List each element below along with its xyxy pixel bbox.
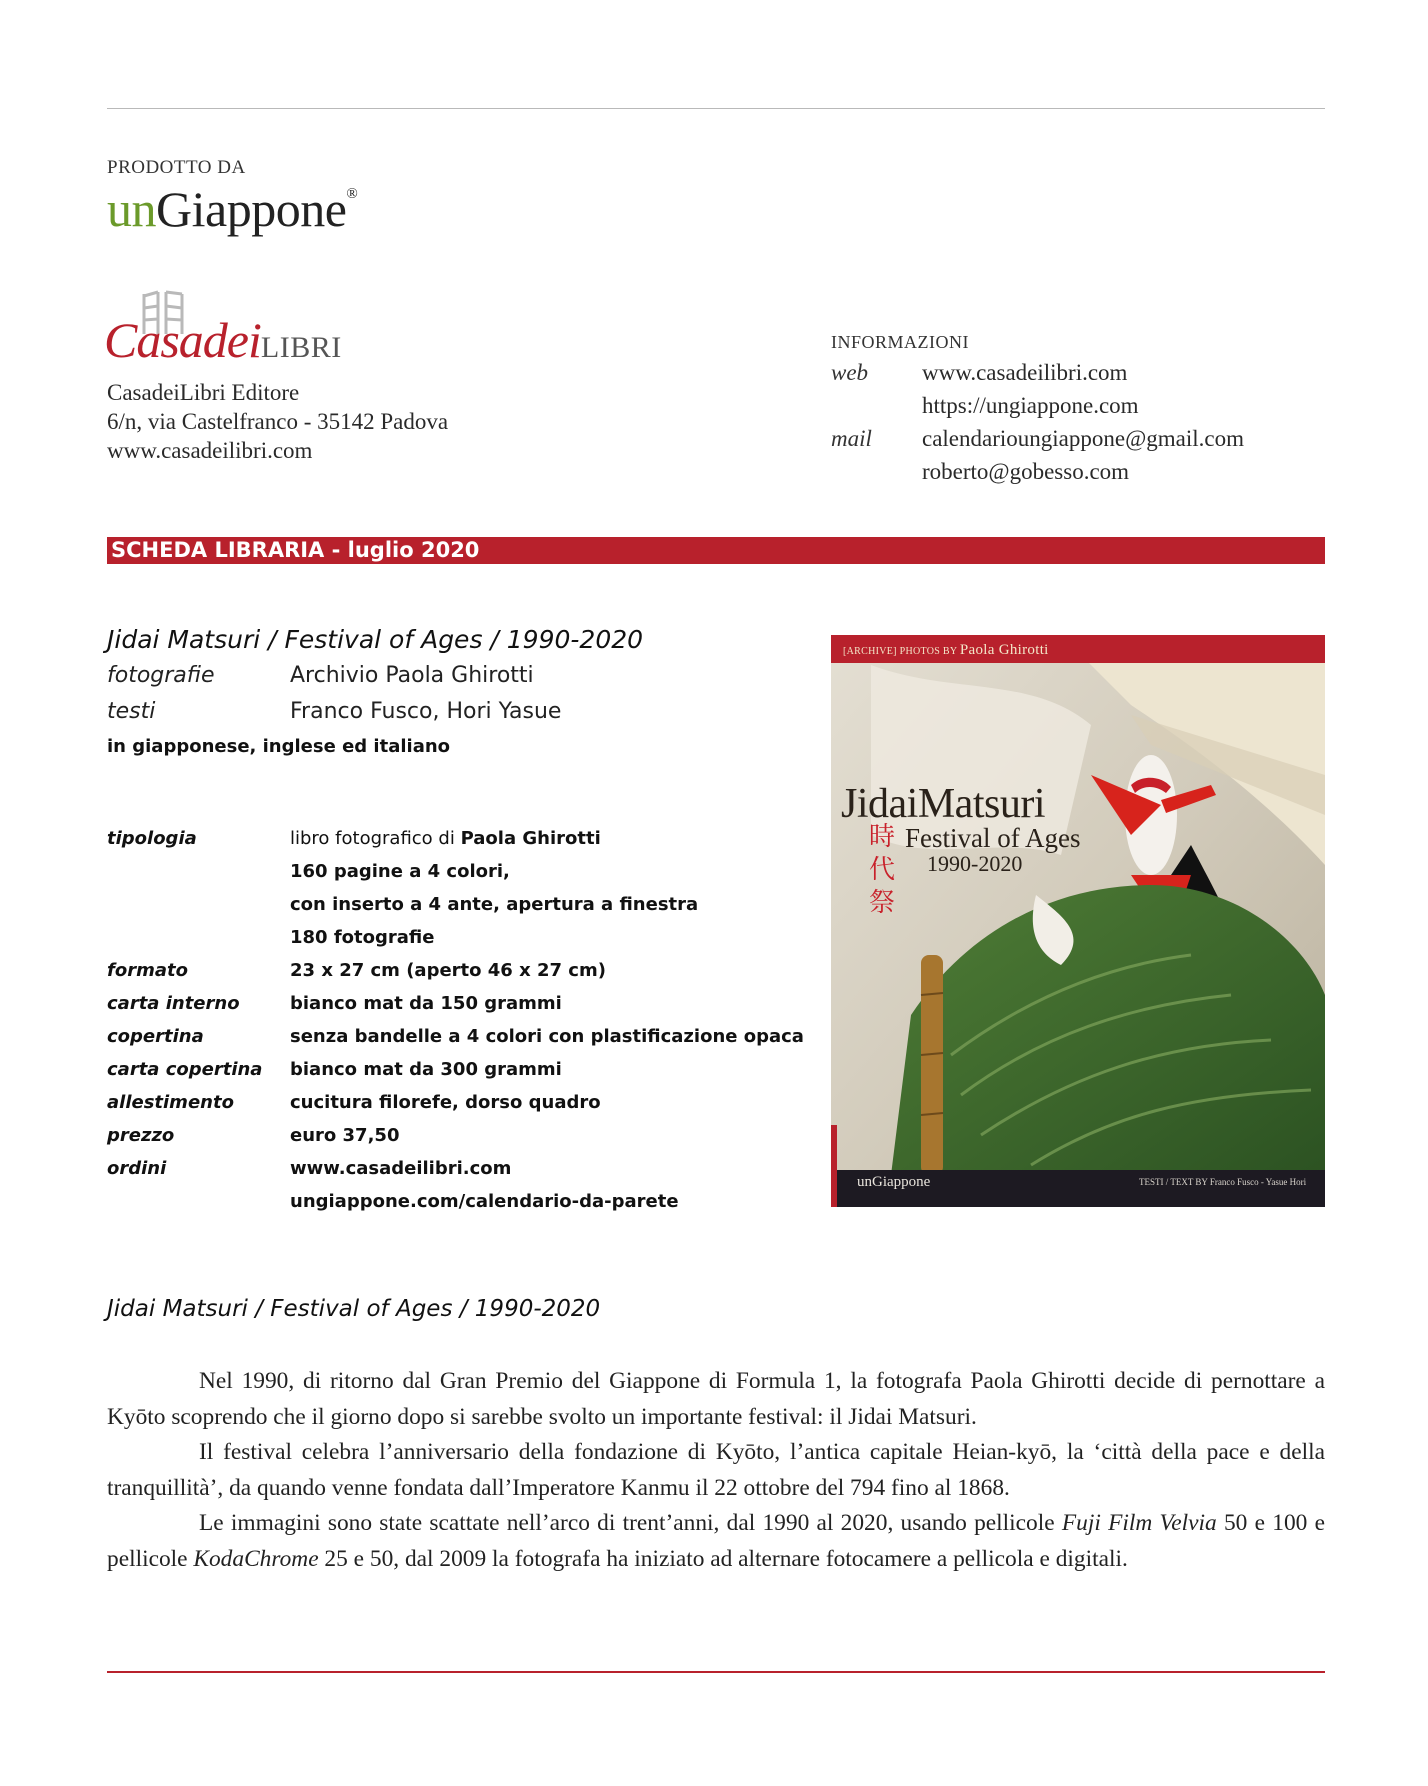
spec-value-pages: 160 pagine a 4 colori, (290, 861, 510, 882)
produced-by-label: PRODOTTO DA (107, 157, 246, 178)
info-web-link-1[interactable]: www.casadeilibri.com (922, 360, 1128, 385)
info-web-link-2[interactable]: https://ungiappone.com (922, 393, 1139, 418)
spec-key-carta-copertina: carta copertina (107, 1059, 263, 1080)
section-band-label: SCHEDA LIBRARIA - luglio 2020 (111, 538, 480, 562)
languages-note: in giapponese, inglese ed italiano (107, 736, 451, 757)
book-cover-image (831, 635, 1325, 1207)
spec-key-prezzo: prezzo (107, 1125, 175, 1146)
spec-value-formato: 23 x 27 cm (aperto 46 x 27 cm) (290, 960, 606, 981)
spec-value-carta-interno: bianco mat da 150 grammi (290, 993, 562, 1014)
spec-value-ordini-1[interactable]: www.casadeilibri.com (290, 1158, 512, 1179)
spec-value-ordini-2[interactable]: ungiappone.com/calendario-da-parete (290, 1191, 679, 1212)
cover-footer-logo: unGiappone (857, 1174, 931, 1190)
spec-key-carta-interno: carta interno (107, 993, 240, 1014)
publisher-name: CasadeiLibri Editore (107, 380, 300, 405)
texts-key: testi (107, 699, 156, 724)
info-mail-link-1[interactable]: calendarioungiappone@gmail.com (922, 426, 1244, 451)
info-mail-link-2[interactable]: roberto@gobesso.com (922, 459, 1130, 484)
spec-key-copertina: copertina (107, 1026, 204, 1047)
spec-value-allestimento: cucitura filorefe, dorso quadro (290, 1092, 601, 1113)
cover-top-label: [ARCHIVE] PHOTOS BY Paola Ghirotti (843, 642, 1049, 658)
spec-value-insert: con inserto a 4 ante, apertura a finestra (290, 894, 699, 915)
spec-value-copertina: senza bandelle a 4 colori con plastificazione opaca (290, 1026, 804, 1047)
spec-value-prezzo: euro 37,50 (290, 1125, 400, 1146)
casadeilibri-logo: CasadeiLIBRI (104, 312, 342, 368)
cover-illustration (831, 635, 1325, 1207)
spec-key-ordini: ordini (107, 1158, 167, 1179)
info-label: INFORMAZIONI (831, 332, 969, 352)
spec-value-photos: 180 fotografie (290, 927, 435, 948)
paragraph-1: Nel 1990, di ritorno dal Gran Premio del Giappone di Formula 1, la fotografa Paola Ghirotti decide di pernottare a Kyōto scoprendo che il giorno dopo si sarebbe svolto un importante festival: il Jidai Matsuri. (107, 1368, 1325, 1430)
section-title: Jidai Matsuri / Festival of Ages / 1990-2020 (107, 1296, 601, 1322)
paragraph-2: Il festival celebra l’anniversario della fondazione di Kyōto, l’antica capitale Heian-kyō, la ‘città della pace e della tranquillità’, da quando venne fondata dall’Imperatore Kanmu il 22 ottobre del 794 fino al 1868. (107, 1439, 1325, 1501)
top-divider (107, 108, 1325, 109)
book-title: Jidai Matsuri / Festival of Ages / 1990-2020 (107, 625, 644, 654)
texts-value: Franco Fusco, Hori Yasue (290, 699, 562, 724)
publisher-block (107, 378, 448, 465)
cover-title: JidaiMatsuri (841, 781, 1045, 827)
cover-kanji: 時 代 祭 (869, 822, 896, 918)
info-mail-key: mail (831, 426, 872, 451)
spec-value-carta-copertina: bianco mat da 300 grammi (290, 1059, 562, 1080)
cover-subtitle: Festival of Ages (905, 823, 1081, 853)
photos-key: fotografie (107, 663, 215, 688)
paragraph-3: Le immagini sono state scattate nell’arco di trent’anni, dal 1990 al 2020, usando pellicole Fuji Film Velvia 50 e 100 e pellicole KodaChrome 25 e 50, dal 2009 la fotografa ha iniziato ad alternare fotocamere a pellicola e digitali. (107, 1510, 1325, 1572)
cover-years: 1990-2020 (927, 851, 1023, 876)
publisher-address: 6/n, via Castelfranco - 35142 Padova (107, 409, 449, 434)
info-web-key: web (831, 360, 869, 385)
spec-key-tipologia: tipologia (107, 828, 197, 849)
spec-value-tipologia: libro fotografico di Paola Ghirotti (290, 828, 601, 849)
ungiappone-logo: unGiappone® (107, 181, 358, 237)
spec-key-formato: formato (107, 960, 188, 981)
publisher-web[interactable]: www.casadeilibri.com (107, 438, 313, 463)
cover-footer-credits: TESTI / TEXT BY Franco Fusco - Yasue Hori (1139, 1177, 1307, 1187)
bottom-divider (107, 1671, 1325, 1673)
section-band (107, 537, 1325, 564)
spec-key-allestimento: allestimento (107, 1092, 234, 1113)
photos-value: Archivio Paola Ghirotti (290, 663, 534, 688)
section-body (107, 1364, 1325, 1577)
